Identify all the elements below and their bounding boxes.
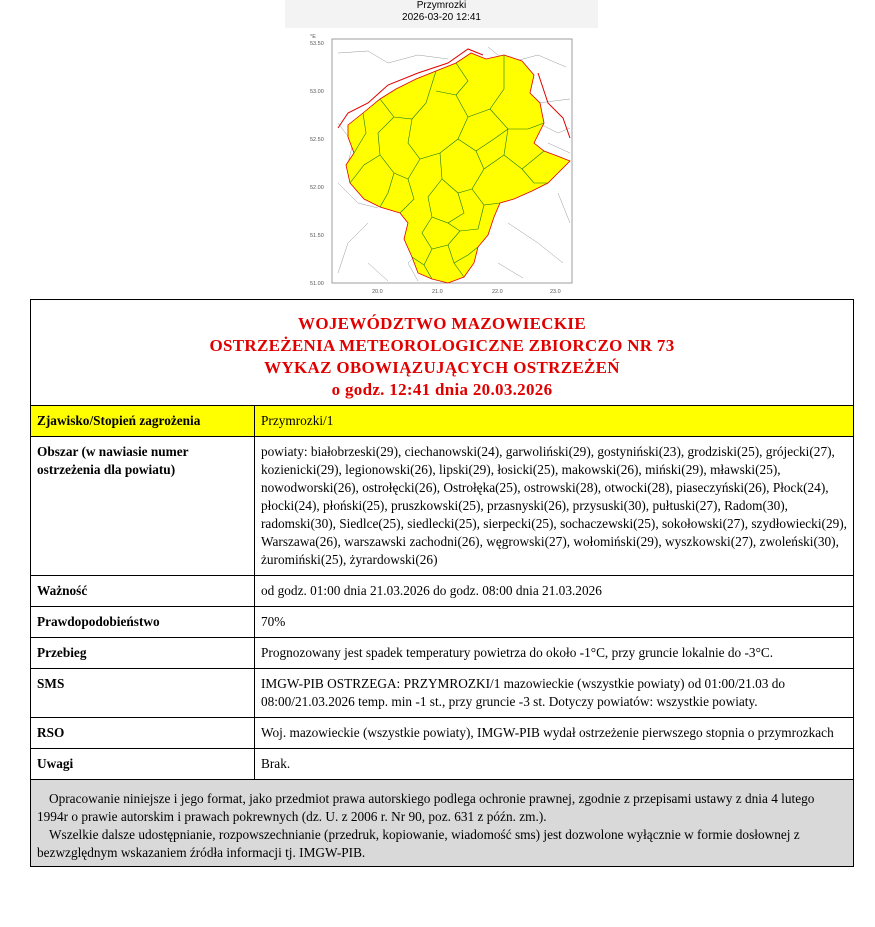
x-tick: 21.0 <box>432 289 443 295</box>
row-value: Brak. <box>255 749 854 780</box>
y-tick: 52.00 <box>310 185 324 191</box>
document-title <box>31 300 853 405</box>
warning-table <box>31 405 853 779</box>
table-row-area <box>31 437 853 576</box>
row-value: 70% <box>255 607 854 638</box>
warning-map-svg <box>308 33 576 297</box>
table-row-sms <box>31 669 853 718</box>
map-header <box>285 0 598 28</box>
warning-map <box>308 33 576 297</box>
copyright-footer <box>31 779 853 866</box>
title-line-list: WYKAZ OBOWIĄZUJĄCYCH OSTRZEŻEŃ <box>264 358 620 377</box>
title-line-voivodeship: WOJEWÓDZTWO MAZOWIECKIE <box>298 314 586 333</box>
row-value: powiaty: białobrzeski(29), ciechanowski(24), garwoliński(29), gostyniński(23), grodziski(25), grójecki(27), kozienicki(29), legionowski(26), lipski(29), łosicki(25), makowski(26), miński(29), mławski(25), nowodworski(26), ostrołęcki(26), Ostrołęka(25), ostrowski(28), otwocki(28), piaseczyński(26), Płock(24), płocki(24), płoński(25), pruszkowski(25), przasnyski(26), przysuski(30), pułtuski(27), Radom(30), radomski(30), Siedlce(25), siedlecki(25), sierpecki(25), sochaczewski(25), sokołowski(27), szydłowiecki(29), Warszawa(26), warszawski zachodni(26), węgrowski(27), wołomiński(29), wyszkowski(27), zwoleński(30), żuromiński(25), żyrardowski(26) <box>255 437 854 576</box>
map-corner-label: °E <box>310 34 316 40</box>
warning-document <box>30 299 854 867</box>
title-line-time: o godz. 12:41 dnia 20.03.2026 <box>331 380 553 399</box>
y-tick: 51.00 <box>310 281 324 287</box>
row-value: Prognozowany jest spadek temperatury powietrza do około -1°C, przy gruncie lokalnie do -3°C. <box>255 638 854 669</box>
x-tick: 22.0 <box>492 289 503 295</box>
row-label: Zjawisko/Stopień zagrożenia <box>31 406 255 437</box>
x-tick: 23.0 <box>550 289 561 295</box>
row-label: Ważność <box>31 576 255 607</box>
row-value: od godz. 01:00 dnia 21.03.2026 do godz. 08:00 dnia 21.03.2026 <box>255 576 854 607</box>
row-label: Przebieg <box>31 638 255 669</box>
row-value: Przymrozki/1 <box>255 406 854 437</box>
row-value: IMGW-PIB OSTRZEGA: PRZYMROZKI/1 mazowieckie (wszystkie powiaty) od 01:00/21.03 do 08:00/21.03.2026 temp. min -1 st., przy gruncie -3 st. Dotyczy powiatów: wszystkie powiaty. <box>255 669 854 718</box>
row-label: SMS <box>31 669 255 718</box>
y-tick: 51.50 <box>310 233 324 239</box>
map-header-title: Przymrozki <box>416 0 467 11</box>
table-row-validity <box>31 576 853 607</box>
table-row-course <box>31 638 853 669</box>
distribution-notice: Wszelkie dalsze udostępnianie, rozpowszechnianie (przedruk, kopiowanie, wiadomość sms) jest dozwolone wyłącznie w formie dosłownej z bezwzględnym wskazaniem źródła informacji tj. IMGW-PIB. <box>37 827 800 860</box>
y-tick: 52.50 <box>310 137 324 143</box>
row-value: Woj. mazowieckie (wszystkie powiaty), IMGW-PIB wydał ostrzeżenie pierwszego stopnia o przymrozkach <box>255 718 854 749</box>
row-label: Uwagi <box>31 749 255 780</box>
table-row-remarks <box>31 749 853 780</box>
x-tick: 20.0 <box>372 289 383 295</box>
table-row-phenomenon <box>31 406 853 437</box>
row-label: Obszar (w nawiasie numer ostrzeżenia dla powiatu) <box>31 437 255 576</box>
copyright-notice: Opracowanie niniejsze i jego format, jako przedmiot prawa autorskiego podlega ochronie prawnej, zgodnie z przepisami ustawy z dnia 4 lutego 1994r o prawie autorskim i prawach pokrewnych (dz. U. z 2006 r. Nr 90, poz. 631 z późn. zm.). <box>37 791 815 824</box>
row-label: Prawdopodobieństwo <box>31 607 255 638</box>
table-row-probability <box>31 607 853 638</box>
y-tick: 53.50 <box>310 41 324 47</box>
y-tick: 53.00 <box>310 89 324 95</box>
title-line-warnings: OSTRZEŻENIA METEOROLOGICZNE ZBIORCZO NR 73 <box>209 336 675 355</box>
table-row-rso <box>31 718 853 749</box>
map-header-datetime: 2026-03-20 12:41 <box>402 12 481 23</box>
row-label: RSO <box>31 718 255 749</box>
